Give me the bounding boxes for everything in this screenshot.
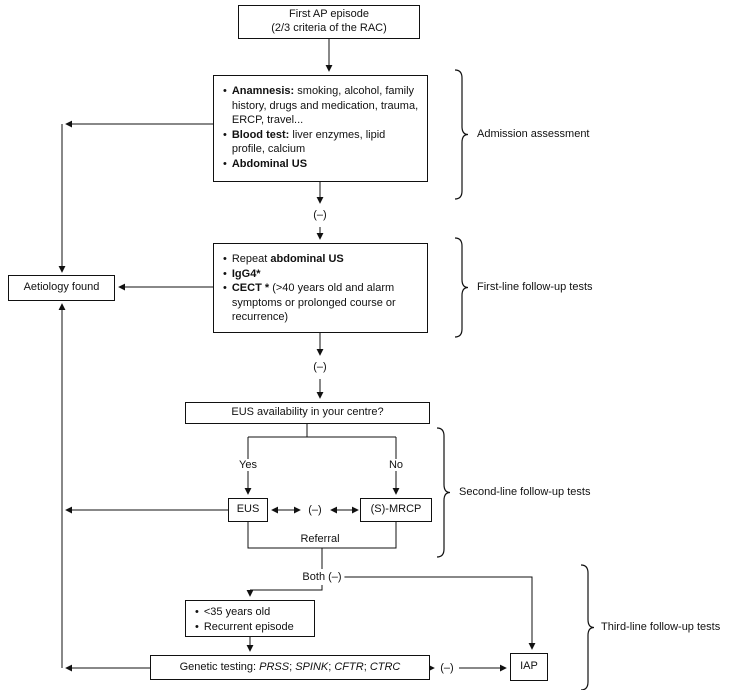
criteria-bullet-age <box>195 605 310 620</box>
brace-first-line <box>455 238 468 337</box>
node-first-ap-episode <box>238 5 420 39</box>
bullet-text: • <35 years old <box>203 606 271 618</box>
node-aetiology-found <box>8 275 115 301</box>
brace-label-second-line: Second-line follow-up tests <box>459 486 591 498</box>
eus-label: EUS <box>236 503 260 516</box>
both-to-criteria <box>250 585 322 590</box>
brace-label-admission-assessment: Admission assessment <box>477 128 590 140</box>
brace-third-line <box>581 565 594 690</box>
first-ap-line2: (2/3 criteria of the RAC) <box>271 22 387 34</box>
negative-label-between-eus-mrcp: (–) <box>305 504 324 516</box>
firstline-bullet-repeat-us <box>223 252 421 267</box>
first-ap-line1: First AP episode <box>289 8 369 21</box>
node-eus <box>228 498 268 522</box>
s-mrcp-label: (S)-MRCP <box>370 503 422 516</box>
genetic-testing-text: Genetic testing: PRSS; SPINK; CFTR; CTRC <box>179 660 401 673</box>
node-first-line-tests <box>213 243 428 333</box>
negative-label-genetic: (–) <box>437 662 456 674</box>
admission-bullet-blood-test <box>223 128 421 157</box>
negative-label-admission: (–) <box>310 209 329 221</box>
node-iap <box>510 653 548 681</box>
bullet-text: • Anamnesis: smoking, alcohol, family history, drugs and medication, trauma, ERCP, travel... <box>231 85 419 127</box>
iap-label: IAP <box>520 660 538 673</box>
eus-availability-label: EUS availability in your centre? <box>231 406 384 419</box>
brace-second-line <box>437 428 450 557</box>
yes-branch-label: Yes <box>236 459 260 471</box>
node-s-mrcp <box>360 498 432 522</box>
aetiology-found-label: Aetiology found <box>23 281 100 294</box>
brace-label-third-line: Third-line follow-up tests <box>601 621 721 633</box>
admission-bullet-abdominal-us <box>223 157 421 172</box>
both-to-iap <box>341 577 532 649</box>
negative-label-firstline: (–) <box>310 361 329 373</box>
no-branch-label: No <box>386 459 406 471</box>
node-admission-assessment <box>213 75 428 182</box>
node-eus-availability <box>185 402 430 424</box>
brace-label-first-line: First-line follow-up tests <box>477 281 593 293</box>
bullet-text: • CECT * (>40 years old and alarm symptoms or prolonged course or recurrence) <box>231 282 396 324</box>
bullet-text: • Blood test: liver enzymes, lipid profile, calcium <box>231 128 386 156</box>
firstline-bullet-igg4 <box>223 267 421 282</box>
node-genetic-testing <box>150 655 430 680</box>
criteria-bullet-recurrent <box>195 620 310 635</box>
bullet-text: • IgG4* <box>231 267 261 280</box>
bullet-text: • Repeat abdominal US <box>231 253 344 265</box>
bullet-text: • Recurrent episode <box>203 620 294 633</box>
brace-admission <box>455 70 468 199</box>
admission-bullet-anamnesis <box>223 84 421 128</box>
node-third-line-criteria <box>185 600 315 637</box>
both-negative-label: Both (–) <box>299 571 344 583</box>
firstline-bullet-cect <box>223 281 421 325</box>
referral-label: Referral <box>297 533 342 545</box>
bullet-text: • Abdominal US <box>231 157 308 170</box>
